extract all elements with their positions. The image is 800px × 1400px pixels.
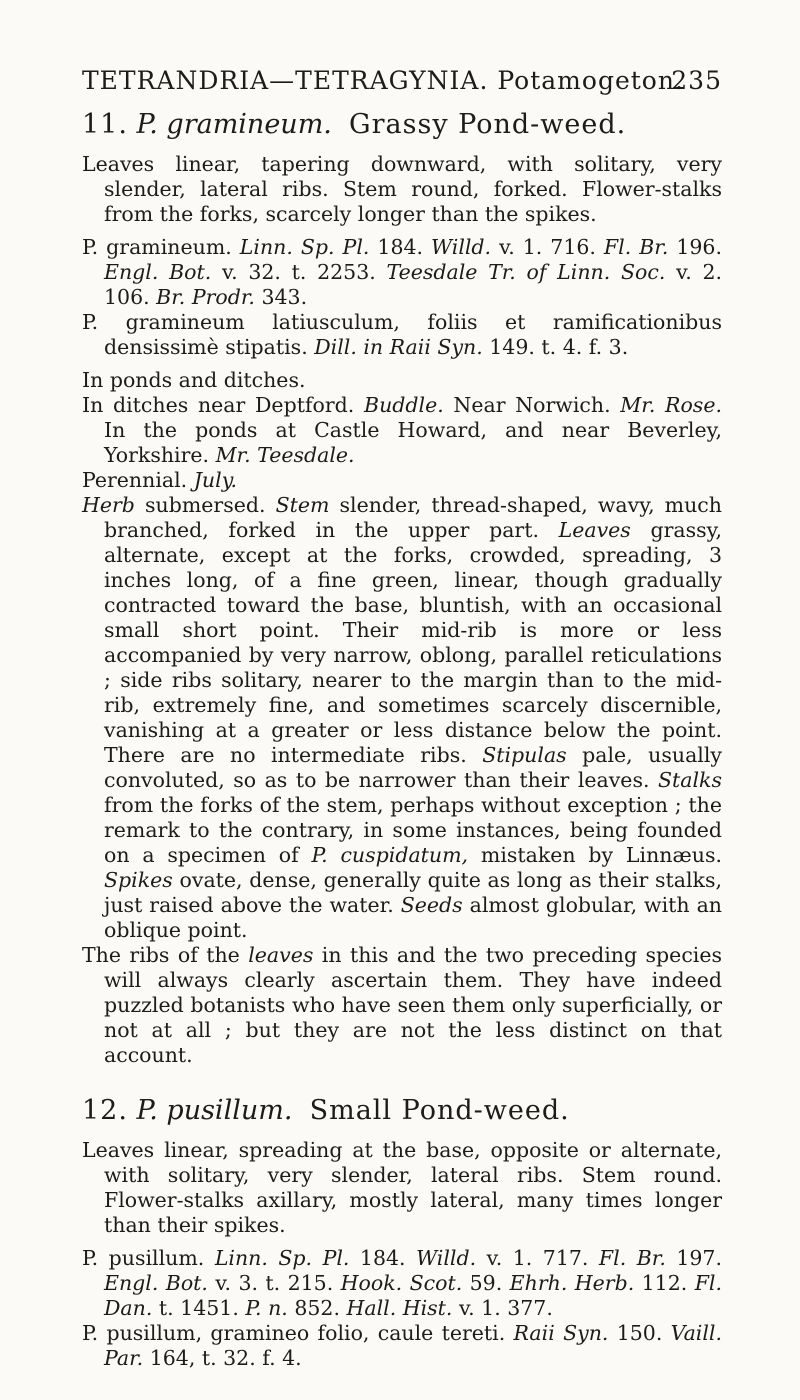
localities: In ditches near Deptford. Buddle. Near Norwich. Mr. Rose. In the ponds at Castle Howard, and near Beverley, Yorkshire. Mr. Teesdale. (82, 393, 722, 467)
species-heading (82, 108, 722, 142)
species-entry (82, 108, 722, 1068)
page-number: 235 (671, 66, 722, 95)
header-title: TETRANDRIA—TETRAGYNIA. (82, 66, 489, 95)
species-number: 12. (82, 1095, 128, 1126)
synonym: P. pusillum. Linn. Sp. Pl. 184. Willd. v. 1. 717. Fl. Br. 197. Engl. Bot. v. 3. t. 215. Hook. Scot. 59. Ehrh. Herb. 112. Fl. Dan. t. 1451. P. n. 852. Hall. Hist. v. 1. 377. (82, 1246, 722, 1320)
page-body (82, 108, 722, 1371)
species-heading (82, 1094, 722, 1128)
species-name: P. gramineum. (136, 109, 332, 140)
habitat: In ponds and ditches. (82, 368, 306, 392)
species-name: P. pusillum. (136, 1095, 293, 1126)
common-name: Grassy Pond-weed. (349, 109, 627, 140)
synonym: P. gramineum. Linn. Sp. Pl. 184. Willd. v. 1. 716. Fl. Br. 196. Engl. Bot. v. 32. t. 2253. Teesdale Tr. of Linn. Soc. v. 2. 106. Br. Prodr. 343. (82, 235, 722, 309)
species-entry (82, 1094, 722, 1371)
diagnosis: Leaves linear, tapering downward, with solitary, very slender, lateral ribs. Stem round, forked. Flower-stalks from the forks, scarcely longer than the spikes. (82, 152, 722, 226)
synonym: P. gramineum latiusculum, foliis et ramificationibus densissimè stipatis. Dill. in Raii Syn. 149. t. 4. f. 3. (82, 310, 722, 359)
description: Herb submersed. Stem slender, thread-shaped, wavy, much branched, forked in the upper part. Leaves grassy, alternate, except at the forks, crowded, spreading, 3 inches long, of a fine green, linear, though gradually contracted toward the base, bluntish, with an occasional small short point. Their mid-rib is more or less accompanied by very narrow, oblong, parallel reticulations ; side ribs solitary, nearer to the margin than to the mid-rib, extremely fine, and sometimes scarcely discernible, vanishing at a greater or less distance below the point. There are no intermediate ribs. Stipulas pale, usually convoluted, so as to be narrower than their leaves. Stalks from the forks of the stem, perhaps without exception ; the remark to the contrary, in some instances, being founded on a specimen of P. cuspidatum, mistaken by Linnæus. Spikes ovate, dense, generally quite as long as their stalks, just raised above the water. Seeds almost globular, with an oblique point. (82, 493, 723, 942)
header-genus: Potamogeton. (497, 66, 684, 95)
species-number: 11. (82, 109, 128, 140)
synonym: P. pusillum, gramineo folio, caule tereti. Raii Syn. 150. Vaill. Par. 164, t. 32. f. 4. (82, 1321, 722, 1370)
diagnosis: Leaves linear, spreading at the base, opposite or alternate, with solitary, very slender, lateral ribs. Stem round. Flower-stalks axillary, mostly lateral, many times longer than their spikes. (82, 1138, 722, 1237)
duration: Perennial. July. (82, 468, 238, 492)
running-header (82, 66, 722, 95)
common-name: Small Pond-weed. (309, 1095, 570, 1126)
remark: The ribs of the leaves in this and the two preceding species will always clearly ascertain them. They have indeed puzzled botanists who have seen them only superficially, or not at all ; but they are not the less distinct on that account. (82, 943, 723, 1067)
